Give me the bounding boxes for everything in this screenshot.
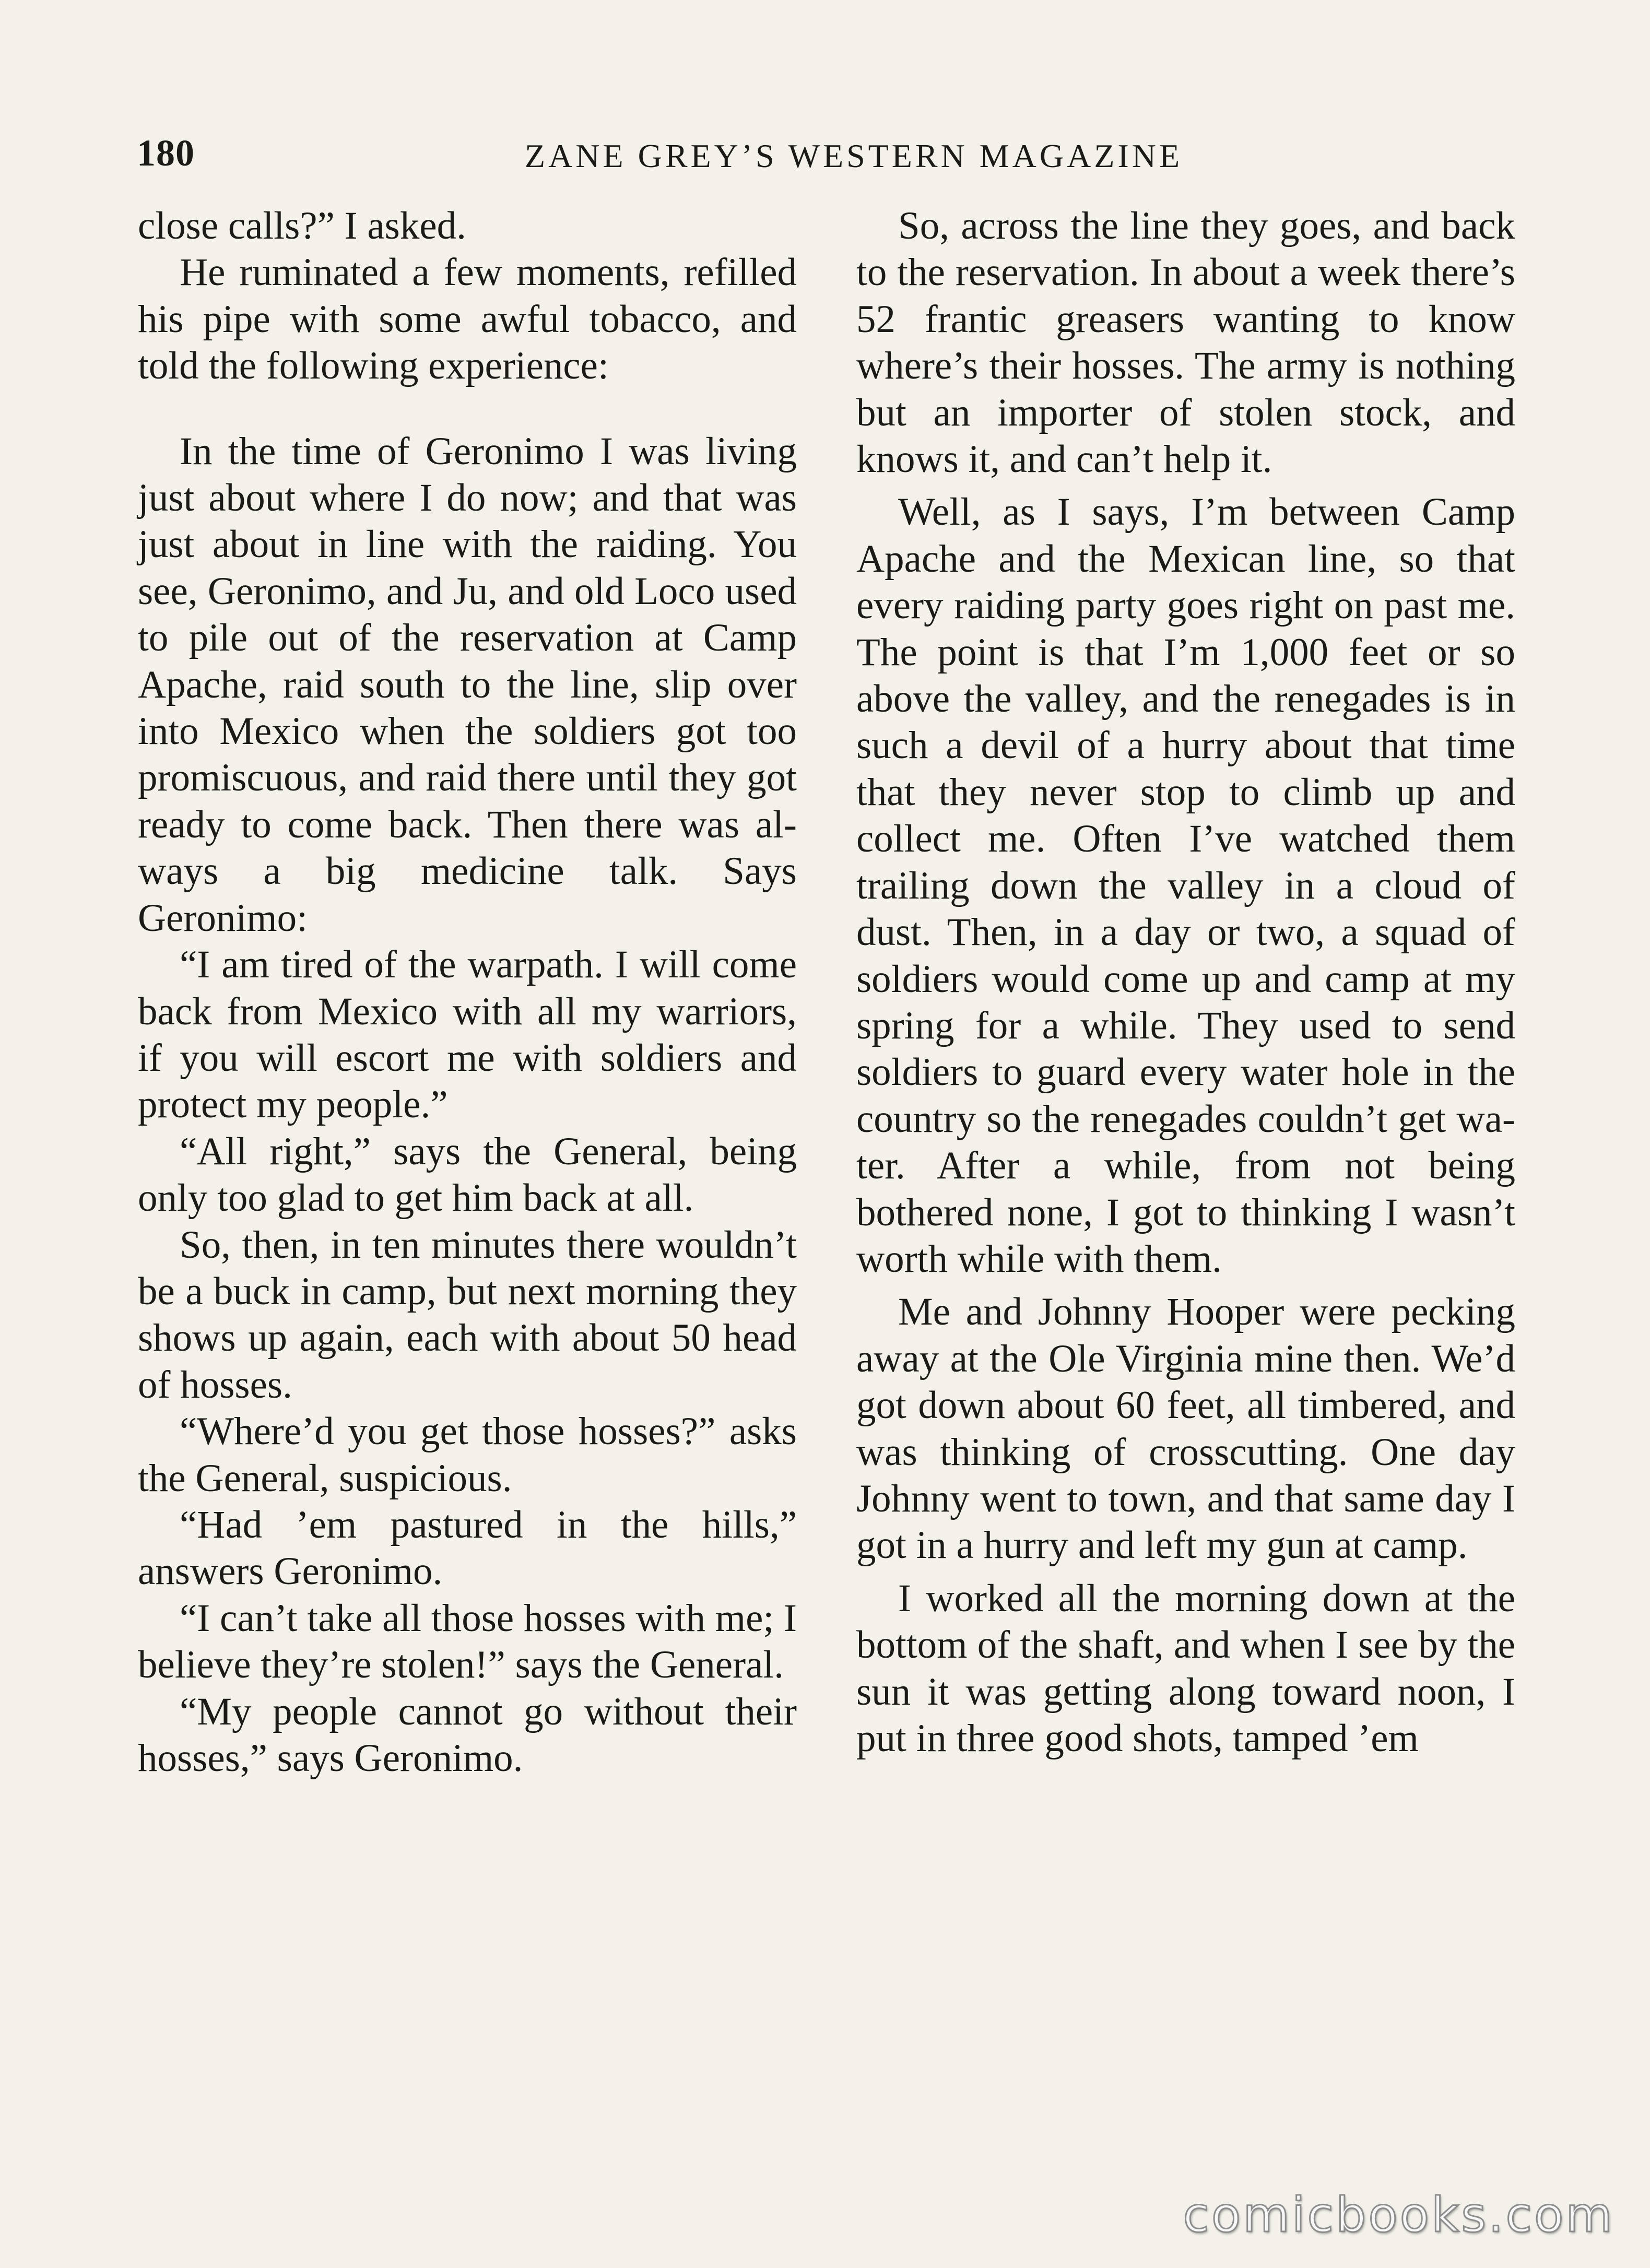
page-number: 180 <box>137 132 195 174</box>
paragraph: “Where’d you get those hosses?” asks the General, suspicious. <box>138 1410 797 1500</box>
paragraph: Me and Johnny Hooper were pecking away at the Ole Virginia mine then. We’d got down about 60 feet, all timbered, and was thinking of crosscutting. One day Johnny went to town, and that same day I got in a hurry and left my gun at camp. <box>856 1290 1515 1567</box>
running-head: ZANE GREY’S WESTERN MAGAZINE <box>524 137 1183 174</box>
paragraph: In the time of Geronimo I was living just about where I do now; and that was just about in line with the raiding. You see, Geronimo, and Ju, and old Loco used to pile out of the reservation at Camp Apache, raid south to the line, slip over into Mexico when the soldiers got too promiscuous, and raid there until they got ready to come back. Then there was always a big medicine talk. Says Geronimo: <box>138 429 797 940</box>
paragraph: “All right,” says the General, being only too glad to get him back at all. <box>138 1129 797 1220</box>
right-column <box>856 203 1515 1762</box>
paragraph: He ruminated a few moments, refilled his pipe with some awful tobacco, and told the following experience: <box>138 251 797 388</box>
paragraph: So, across the line they goes, and back to the reservation. In about a week there’s 52 frantic greasers wanting to know where’s their hosses. The army is nothing but an importer of stolen stock, and knows it, and can’t help it. <box>856 204 1515 481</box>
paragraph: So, then, in ten minutes there wouldn’t be a buck in camp, but next morning they shows up again, each with about 50 head of hosses. <box>138 1223 797 1407</box>
left-column <box>138 203 797 1781</box>
paragraph: “Had ’em pastured in the hills,” answers Geronimo. <box>138 1503 797 1593</box>
paragraph: “My people cannot go without their hosses,” says Geronimo. <box>138 1690 797 1780</box>
paragraph: close calls?” I asked. <box>138 204 466 247</box>
paragraph: “I can’t take all those hosses with me; I believe they’re stolen!” says the General. <box>138 1596 797 1687</box>
paragraph: “I am tired of the warpath. I will come back from Mexico with all my warriors, if you will escort me with soldiers and protect my people.” <box>138 943 797 1127</box>
paragraph: I worked all the morning down at the bottom of the shaft, and when I see by the sun it was getting along toward noon, I put in three good shots, tamped ’em <box>856 1576 1515 1760</box>
watermark: comicbooks.com <box>1183 2187 1614 2243</box>
paragraph: Well, as I says, I’m between Camp Apache and the Mexican line, so that every raiding party goes right on past me. The point is that I’m 1,000 feet or so above the valley, and the renegades is in such a devil of a hurry about that time that they never stop to climb up and collect me. Often I’ve watched them trailing down the valley in a cloud of dust. Then, in a day or two, a squad of soldiers would come up and camp at my spring for a while. They used to send soldiers to guard every water hole in the country so the renegades couldn’t get water. After a while, from not being bothered none, I got to thinking I wasn’t worth while with them. <box>856 490 1515 1281</box>
